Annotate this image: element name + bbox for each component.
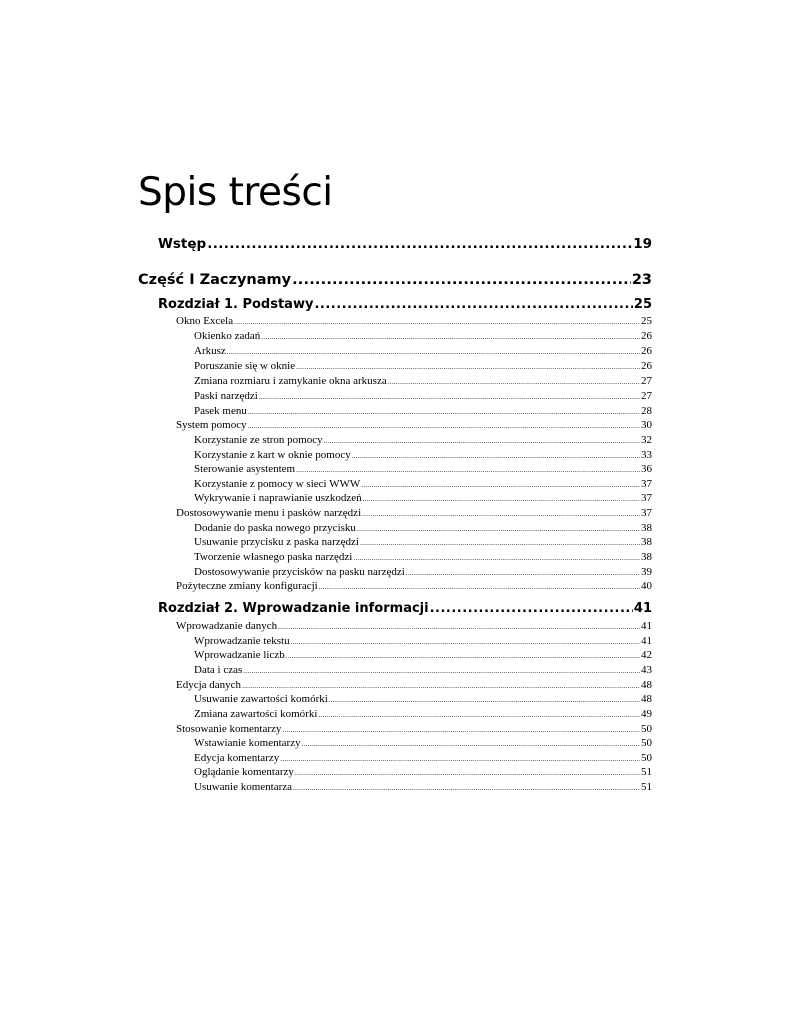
toc-entry-page: 26 — [641, 330, 652, 342]
toc-entry-label: Część I Zaczynamy — [138, 272, 292, 288]
toc-entry-label: Wstawianie komentarzy — [194, 737, 301, 749]
toc-entry-page: 48 — [641, 679, 652, 691]
toc-entry-page: 42 — [641, 649, 652, 661]
toc-entry-page: 27 — [641, 390, 652, 402]
toc-entry-section[interactable] — [176, 619, 652, 633]
toc-entry-label: Sterowanie asystentem — [194, 463, 296, 475]
dot-leader — [361, 478, 640, 491]
dot-leader — [352, 449, 640, 462]
dot-leader — [243, 664, 640, 677]
toc-entry-page: 38 — [641, 522, 652, 534]
toc-entry-subsection[interactable] — [194, 344, 652, 358]
toc-entry-page: 37 — [641, 478, 652, 490]
toc-entry-page: 50 — [641, 737, 652, 749]
dot-leader — [296, 360, 640, 373]
dot-leader — [291, 635, 640, 648]
dot-leader — [318, 708, 640, 721]
dot-leader — [302, 737, 640, 750]
toc-entry-subsection[interactable] — [194, 329, 652, 343]
toc-entry-chapter[interactable] — [158, 600, 652, 618]
dot-leader — [293, 781, 640, 794]
toc-entry-subsection[interactable] — [194, 359, 652, 373]
dot-leader — [292, 270, 631, 290]
toc-entry-label: Arkusz — [194, 345, 226, 357]
dot-leader — [207, 235, 632, 253]
toc-entry-label: Data i czas — [194, 664, 243, 676]
toc-entry-label: Rozdział 2. Wprowadzanie informacji — [158, 601, 429, 616]
dot-leader — [286, 649, 640, 662]
toc-entry-section[interactable] — [176, 506, 652, 520]
toc-entry-page: 41 — [641, 635, 652, 647]
toc-entry-label: Tworzenie własnego paska narzędzi — [194, 551, 353, 563]
toc-entry-page: 28 — [641, 405, 652, 417]
toc-entry-page: 37 — [641, 492, 652, 504]
toc-entry-label: System pomocy — [176, 419, 247, 431]
toc-entry-label: Paski narzędzi — [194, 390, 258, 402]
toc-entry-section[interactable] — [176, 418, 652, 432]
toc-entry-subsection[interactable] — [194, 634, 652, 648]
toc-entry-subsection[interactable] — [194, 692, 652, 706]
toc-entry-subsection[interactable] — [194, 765, 652, 779]
dot-leader — [296, 463, 640, 476]
toc-entry-label: Pasek menu — [194, 405, 247, 417]
toc-entry-page: 51 — [641, 766, 652, 778]
toc-entry-label: Poruszanie się w oknie — [194, 360, 296, 372]
toc-entry-page: 40 — [641, 580, 652, 592]
dot-leader — [362, 507, 640, 520]
toc-entry-subsection[interactable] — [194, 535, 652, 549]
toc-entry-label: Dostosowywanie przycisków na pasku narzędzi — [194, 566, 405, 578]
toc-entry-part[interactable] — [138, 270, 652, 290]
toc-entry-label: Dostosowywanie menu i pasków narzędzi — [176, 507, 362, 519]
toc-entry-page: 25 — [641, 315, 652, 327]
dot-leader — [280, 752, 640, 765]
toc-entry-page: 26 — [641, 345, 652, 357]
toc-entry-page: 26 — [641, 360, 652, 372]
toc-entry-label: Wprowadzanie liczb — [194, 649, 285, 661]
toc-entry-page: 49 — [641, 708, 652, 720]
dot-leader — [360, 536, 640, 549]
toc-entry-subsection[interactable] — [194, 404, 652, 418]
dot-leader — [388, 375, 640, 388]
dot-leader — [259, 390, 640, 403]
toc-entry-label: Edycja komentarzy — [194, 752, 280, 764]
toc-entry-page: 23 — [631, 272, 652, 288]
dot-leader — [278, 620, 640, 633]
toc-entry-page: 39 — [641, 566, 652, 578]
toc-entry-subsection[interactable] — [194, 736, 652, 750]
toc-entry-subsection[interactable] — [194, 491, 652, 505]
toc-entry-label: Pożyteczne zmiany konfiguracji — [176, 580, 318, 592]
toc-entry-label: Usuwanie przycisku z paska narzędzi — [194, 536, 359, 548]
dot-leader — [242, 679, 640, 692]
toc-entry-page: 25 — [633, 297, 652, 312]
dot-leader — [295, 766, 640, 779]
toc-entry-label: Okienko zadań — [194, 330, 261, 342]
toc-entry-subsection[interactable] — [194, 550, 652, 564]
toc-entry-section[interactable] — [176, 579, 652, 593]
toc-entry-subsection[interactable] — [194, 374, 652, 388]
toc-entry-page: 30 — [641, 419, 652, 431]
toc-entry-label: Korzystanie z kart w oknie pomocy — [194, 449, 351, 461]
toc-entry-label: Usuwanie zawartości komórki — [194, 693, 328, 705]
toc-entry-label: Usuwanie komentarza — [194, 781, 293, 793]
dot-leader — [319, 580, 640, 593]
toc-entry-page: 41 — [633, 601, 652, 616]
toc-entry-page: 19 — [633, 236, 652, 252]
dot-leader — [406, 566, 640, 579]
page-title: Spis treści — [138, 170, 333, 215]
toc-entry-page: 50 — [641, 752, 652, 764]
toc-entry-subsection[interactable] — [194, 663, 652, 677]
toc-entry-page: 51 — [641, 781, 652, 793]
toc-entry-page: 37 — [641, 507, 652, 519]
toc-entry-subsection[interactable] — [194, 707, 652, 721]
dot-leader — [282, 723, 640, 736]
toc-entry-label: Rozdział 1. Podstawy — [158, 297, 314, 312]
toc-entry-label: Stosowanie komentarzy — [176, 723, 282, 735]
toc-entry-page: 38 — [641, 551, 652, 563]
toc-entry-page: 32 — [641, 434, 652, 446]
toc-entry-page: 48 — [641, 693, 652, 705]
dot-leader — [430, 600, 633, 618]
dot-leader — [329, 693, 640, 706]
toc-entry-label: Wstęp — [158, 236, 207, 252]
toc-entry-label: Wprowadzanie danych — [176, 620, 278, 632]
dot-leader — [324, 434, 640, 447]
toc-entry-subsection[interactable] — [194, 521, 652, 535]
toc-entry-page: 41 — [641, 620, 652, 632]
toc-entry-section[interactable] — [176, 314, 652, 328]
dot-leader — [363, 492, 640, 505]
toc-entry-page: 27 — [641, 375, 652, 387]
toc-entry-label: Wprowadzanie tekstu — [194, 635, 290, 647]
toc-entry-label: Korzystanie z pomocy w sieci WWW — [194, 478, 361, 490]
toc-entry-subsection[interactable] — [194, 462, 652, 476]
toc-entry-page: 38 — [641, 536, 652, 548]
toc-entry-label: Zmiana rozmiaru i zamykanie okna arkusza — [194, 375, 387, 387]
toc-entry-subsection[interactable] — [194, 477, 652, 491]
dot-leader — [234, 315, 640, 328]
toc-entry-chapter[interactable] — [158, 296, 652, 314]
toc-entry-label: Oglądanie komentarzy — [194, 766, 294, 778]
toc-entry-label: Korzystanie ze stron pomocy — [194, 434, 323, 446]
toc-entry-label: Dodanie do paska nowego przycisku — [194, 522, 356, 534]
toc-entry-label: Okno Excela — [176, 315, 234, 327]
toc-entry-subsection[interactable] — [194, 565, 652, 579]
toc-entry-intro[interactable] — [158, 235, 652, 253]
toc-entry-page: 33 — [641, 449, 652, 461]
toc-entry-section[interactable] — [176, 678, 652, 692]
dot-leader — [248, 419, 640, 432]
toc-entry-subsection[interactable] — [194, 780, 652, 794]
toc-entry-label: Edycja danych — [176, 679, 242, 691]
dot-leader — [353, 551, 640, 564]
toc-entry-label: Zmiana zawartości komórki — [194, 708, 318, 720]
toc-entry-page: 43 — [641, 664, 652, 676]
toc-entry-subsection[interactable] — [194, 389, 652, 403]
dot-leader — [314, 296, 632, 314]
toc-entry-section[interactable] — [176, 722, 652, 736]
dot-leader — [248, 405, 640, 418]
toc-entry-subsection[interactable] — [194, 648, 652, 662]
toc-entry-subsection[interactable] — [194, 448, 652, 462]
toc-entry-label: Wykrywanie i naprawianie uszkodzeń — [194, 492, 362, 504]
dot-leader — [261, 330, 640, 343]
dot-leader — [227, 345, 640, 358]
toc-entry-page: 50 — [641, 723, 652, 735]
toc-entry-subsection[interactable] — [194, 433, 652, 447]
dot-leader — [357, 522, 640, 535]
toc-entry-subsection[interactable] — [194, 751, 652, 765]
toc-entry-page: 36 — [641, 463, 652, 475]
